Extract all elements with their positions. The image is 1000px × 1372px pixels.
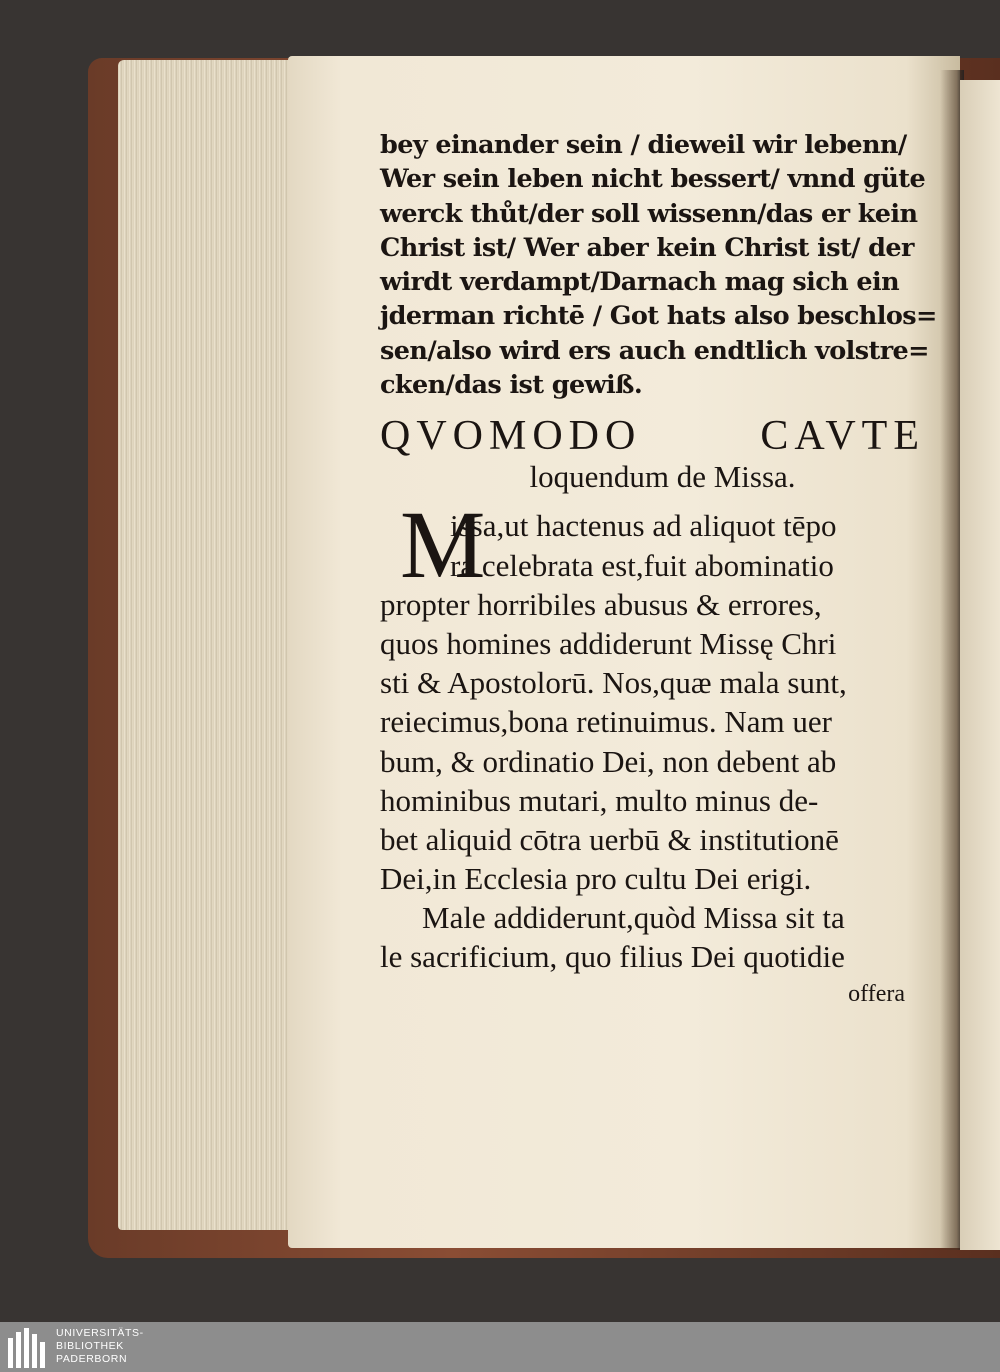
library-name-line: UNIVERSITÄTS- <box>56 1327 144 1339</box>
text-line: Male addiderunt,quòd Missa sit ta <box>422 900 845 936</box>
text-line: bum, & ordinatio Dei, non debent ab <box>380 743 837 779</box>
page-edges <box>118 60 290 1230</box>
section-heading <box>380 414 925 458</box>
text-line: quos homines addiderunt Missę Chri <box>380 625 837 661</box>
text-line: Wer sein leben nicht bessert/ vnnd güte <box>380 164 926 195</box>
text-line: reiecimus,bona retinuimus. Nam uer <box>380 704 832 740</box>
text-line: werck thůt/der soll wissenn/das er kein <box>380 198 918 229</box>
text-line: le sacrificium, quo filius Dei quotidie <box>380 939 845 975</box>
library-footer <box>0 1322 1000 1372</box>
text-line: bey einander sein / dieweil wir lebenn/ <box>380 130 907 160</box>
text-line: Christ ist/ Wer aber kein Christ ist/ der <box>380 232 914 263</box>
text-line: Dei,in Ecclesia pro cultu Dei erigi. <box>380 861 812 897</box>
text-line: ra celebrata est,fuit abominatio <box>450 547 834 583</box>
text-line: wirdt verdampt/Darnach mag sich ein <box>380 267 900 298</box>
heading-word: CAVTE <box>760 413 925 460</box>
text-line: sen/also wird ers auch endtlich volstre= <box>380 335 929 366</box>
section-subheading: loquendum de Missa. <box>529 459 796 495</box>
library-name <box>56 1327 144 1366</box>
text-line: jderman richtē / Got hats also beschlos= <box>380 301 937 332</box>
catchword: offera <box>848 980 905 1007</box>
text-line: issa,ut hactenus ad aliquot tēpo <box>450 508 837 544</box>
heading-word: QVOMODO <box>380 413 642 460</box>
page-text <box>380 128 940 1008</box>
text-line: propter horribiles abusus & errores, <box>380 586 822 622</box>
library-name-line: BIBLIOTHEK <box>56 1340 124 1352</box>
latin-paragraph <box>380 491 940 976</box>
facing-page-edge <box>960 80 1000 1250</box>
text-line: bet aliquid cōtra uerbū & institutionē <box>380 821 839 857</box>
library-name-line: PADERBORN <box>56 1353 128 1365</box>
drop-cap: M <box>400 491 486 599</box>
text-line: hominibus mutari, multo minus de- <box>380 782 819 818</box>
text-line: cken/das ist gewiß. <box>380 370 643 401</box>
text-line: sti & Apostolorū. Nos,quæ mala sunt, <box>380 665 847 701</box>
fraktur-paragraph <box>380 128 940 402</box>
library-logo-icon <box>8 1328 48 1368</box>
